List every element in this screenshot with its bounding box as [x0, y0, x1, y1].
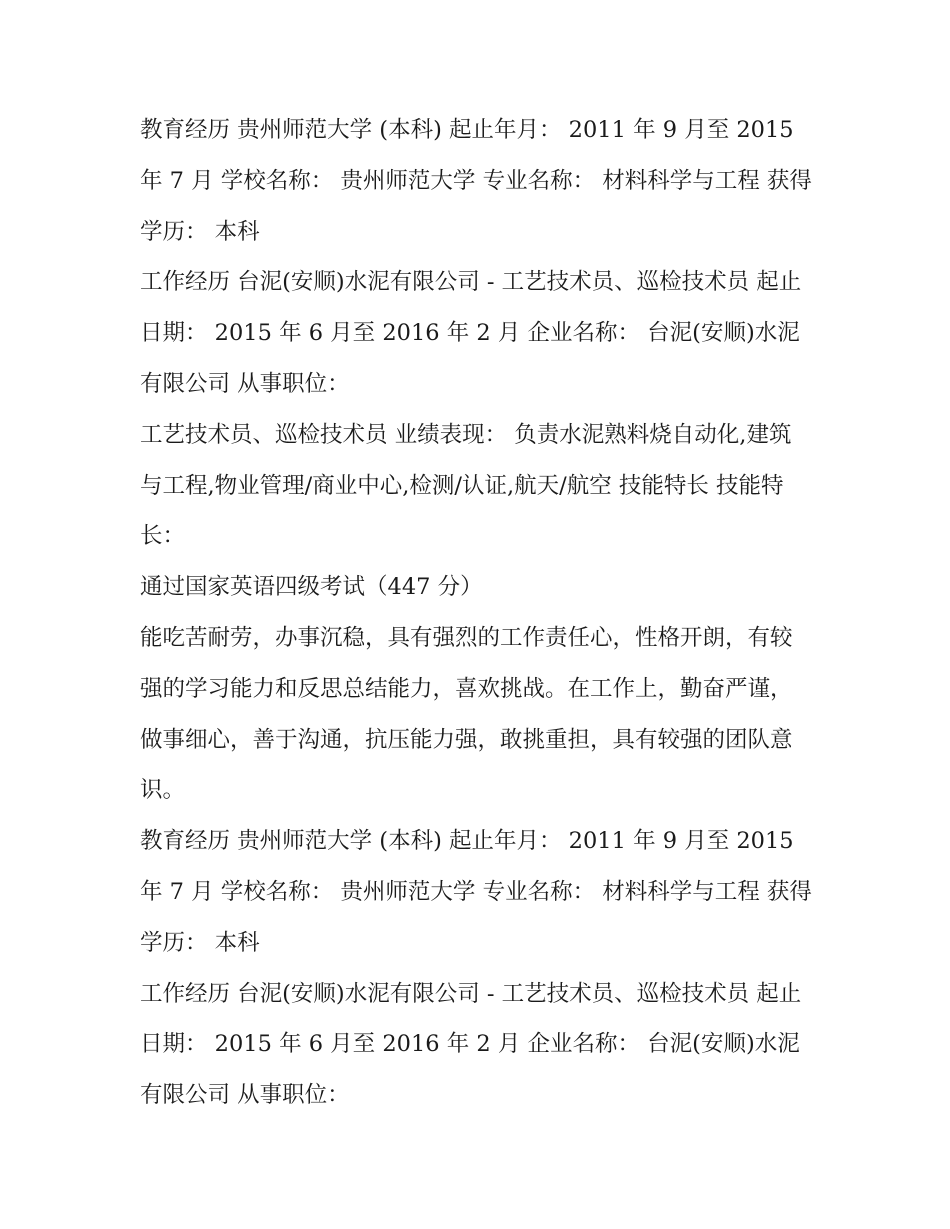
- self-evaluation-paragraph: 能吃苦耐劳，办事沉稳，具有强烈的工作责任心，性格开朗，有较强的学习能力和反思总结能力，喜欢挑战。在工作上，勤奋严谨，做事细心，善于沟通，抗压能力强，敢挑重担，具有较强的团队意识。: [140, 624, 793, 804]
- work-experience-paragraph: 工作经历 台泥(安顺)水泥有限公司 - 工艺技术员、巡检技术员 起止日期： 2015 年 6 月至 2016 年 2 月 企业名称： 台泥(安顺)水泥有限公司 从事职位：: [140, 269, 802, 397]
- position-performance-paragraph: 工艺技术员、巡检技术员 业绩表现： 负责水泥熟料烧自动化,建筑与工程,物业管理/商业中心,检测/认证,航天/航空 技能特长 技能特长：: [140, 421, 792, 550]
- education-paragraph-repeat: 教育经历 贵州师范大学 (本科) 起止年月： 2011 年 9 月至 2015 年 7 月 学校名称： 贵州师范大学 专业名称： 材料科学与工程 获得学历： 本科: [140, 828, 812, 956]
- work-experience-paragraph-repeat: 工作经历 台泥(安顺)水泥有限公司 - 工艺技术员、巡检技术员 起止日期： 2015 年 6 月至 2016 年 2 月 企业名称： 台泥(安顺)水泥有限公司 从事职位：: [140, 980, 802, 1109]
- document-body: [140, 105, 812, 1121]
- english-test-paragraph: 通过国家英语四级考试（447 分）: [140, 574, 483, 601]
- education-paragraph: 教育经历 贵州师范大学 (本科) 起止年月： 2011 年 9 月至 2015 年 7 月 学校名称： 贵州师范大学 专业名称： 材料科学与工程 获得学历： 本科: [140, 117, 812, 245]
